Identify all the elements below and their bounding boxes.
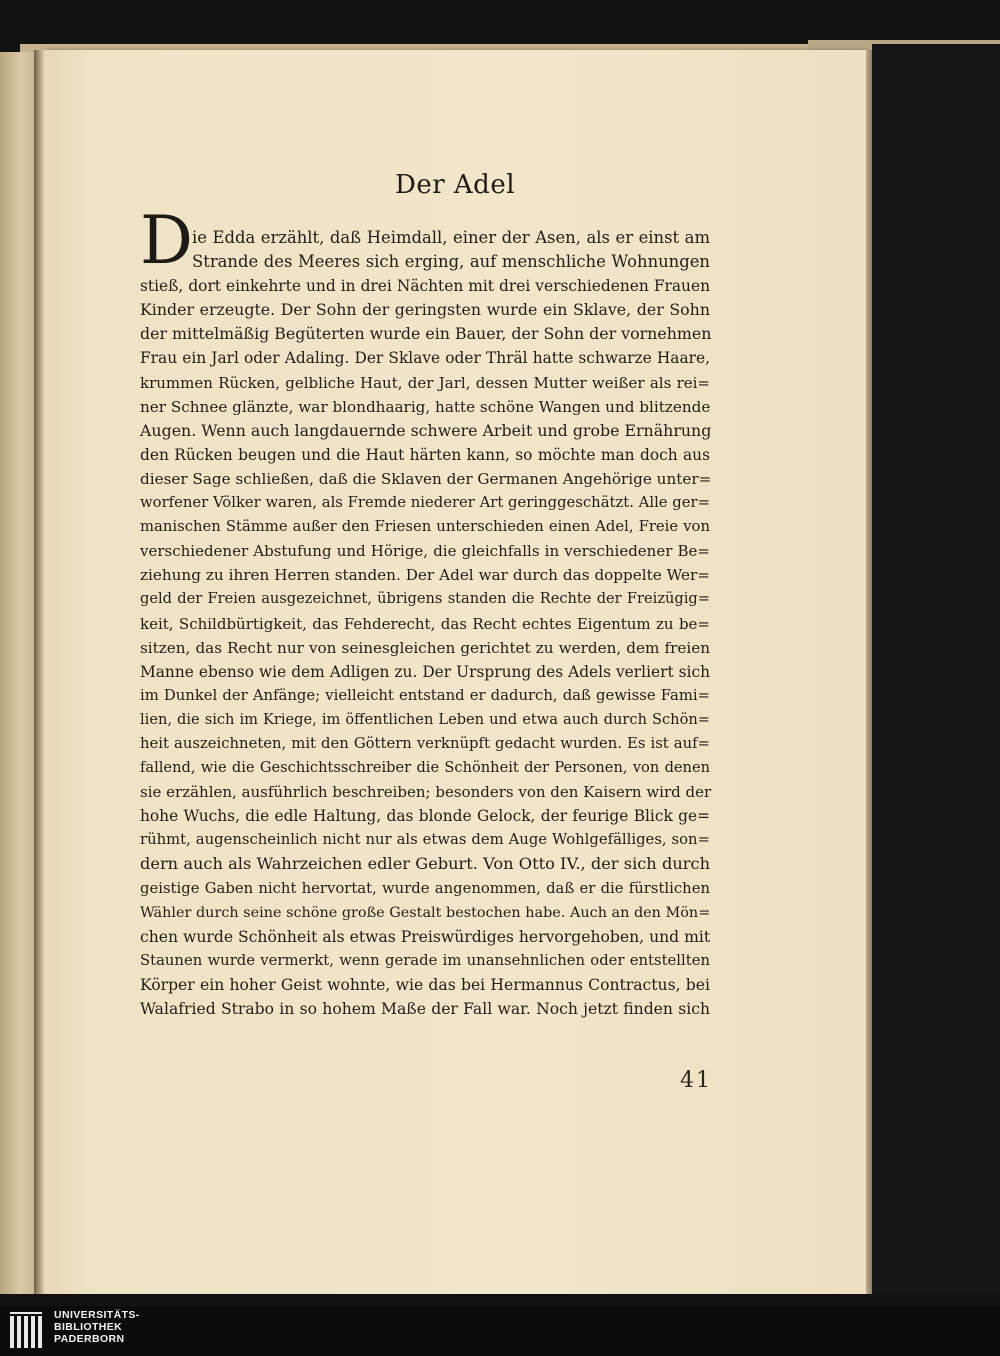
text-line: hohe Wuchs, die edle Haltung, das blonde Gelock, der feurige Blick ge=: [140, 807, 710, 826]
logo-line: BIBLIOTHEK: [54, 1321, 123, 1333]
left-page-edge: [0, 52, 34, 1294]
text-line: geistige Gaben nicht hervortat, wurde angenommen, daß er die fürstlichen: [140, 879, 710, 897]
text-line: heit auszeichneten, mit den Göttern verknüpft gedacht wurden. Es ist auf=: [140, 734, 710, 752]
text-line: Wähler durch seine schöne große Gestalt bestochen habe. Auch an den Mön=: [140, 904, 711, 921]
text-line: Manne ebenso wie dem Adligen zu. Der Ursprung des Adels verliert sich: [140, 662, 710, 681]
text-line: Augen. Wenn auch langdauernde schwere Arbeit und grobe Ernährung: [140, 420, 712, 440]
book-gutter: [34, 50, 44, 1294]
text-line: ner Schnee glänzte, war blondhaarig, hatte schöne Wangen und blitzende: [140, 397, 711, 416]
text-line: ziehung zu ihren Herren standen. Der Adel war durch das doppelte Wer=: [140, 566, 710, 585]
text-line: Staunen wurde vermerkt, wenn gerade im unansehnlichen oder entstellten: [140, 951, 710, 969]
text-line: der mittelmäßig Begüterten wurde ein Bauer, der Sohn der vornehmen: [140, 324, 712, 344]
text-line: verschiedener Abstufung und Hörige, die gleichfalls in verschiedener Be=: [140, 542, 710, 561]
text-line: rühmt, augenscheinlich nicht nur als etwas dem Auge Wohlgefälliges, son=: [140, 831, 710, 849]
right-cover-board: [872, 44, 1000, 1294]
text-line: Walafried Strabo in so hohem Maße der Fall war. Noch jetzt finden sich: [140, 1000, 710, 1018]
logo-line: PADERBORN: [54, 1333, 125, 1345]
text-line: dern auch als Wahrzeichen edler Geburt. Von Otto IV., der sich durch: [140, 854, 710, 874]
text-line: chen wurde Schönheit als etwas Preiswürdiges hervorgehoben, und mit: [140, 927, 711, 946]
library-logo-text: [54, 1309, 254, 1345]
text-line: dieser Sage schließen, daß die Sklaven der Germanen Angehörige unter=: [140, 469, 712, 488]
chapter-title: Der Adel: [394, 170, 516, 200]
text-line: fallend, wie die Geschichtsschreiber die Schönheit der Personen, von denen: [140, 759, 710, 777]
text-line: lien, die sich im Kriege, im öffentlichen Leben und etwa auch durch Schön=: [140, 710, 710, 728]
text-line: ie Edda erzählt, daß Heimdall, einer der Asen, als er einst am: [192, 228, 710, 247]
text-line: im Dunkel der Anfänge; vielleicht entstand er dadurch, daß gewisse Fami=: [140, 686, 710, 704]
text-line: Strande des Meeres sich erging, auf menschliche Wohnungen: [192, 252, 710, 272]
text-line: stieß, dort einkehrte und in drei Nächten mit drei verschiedenen Frauen: [140, 277, 710, 296]
text-line: manischen Stämme außer den Friesen unterschieden einen Adel, Freie von: [140, 518, 710, 536]
body-text: [140, 226, 710, 1021]
text-line: keit, Schildbürtigkeit, das Fehderecht, das Recht echtes Eigentum zu be=: [140, 614, 710, 633]
text-line: krummen Rücken, gelbliche Haut, der Jarl, dessen Mutter weißer als rei=: [140, 373, 710, 392]
text-line: Kinder erzeugte. Der Sohn der geringsten wurde ein Sklave, der Sohn: [140, 300, 710, 320]
text-line: sitzen, das Recht nur von seinesgleichen gerichtet zu werden, dem freien: [140, 638, 710, 657]
logo-line: UNIVERSITÄTS-: [54, 1309, 140, 1321]
text-line: sie erzählen, ausführlich beschreiben; besonders von den Kaisern wird der: [140, 783, 712, 802]
page-edge: [866, 50, 872, 1294]
text-line: Körper ein hoher Geist wohnte, wie das bei Hermannus Contractus, bei: [140, 975, 710, 994]
university-library-logo-icon: [8, 1310, 50, 1352]
text-line: geld der Freien ausgezeichnet, übrigens standen die Rechte der Freizügig=: [140, 590, 710, 608]
drop-cap-letter: D: [140, 202, 193, 279]
text-line: Frau ein Jarl oder Adaling. Der Sklave oder Thräl hatte schwarze Haare,: [140, 349, 710, 368]
page-number: 41: [680, 1068, 712, 1093]
text-line: worfener Völker waren, als Fremde niederer Art geringgeschätzt. Alle ger=: [140, 494, 710, 512]
text-line: den Rücken beugen und die Haut härten kann, so möchte man doch aus: [140, 445, 710, 464]
